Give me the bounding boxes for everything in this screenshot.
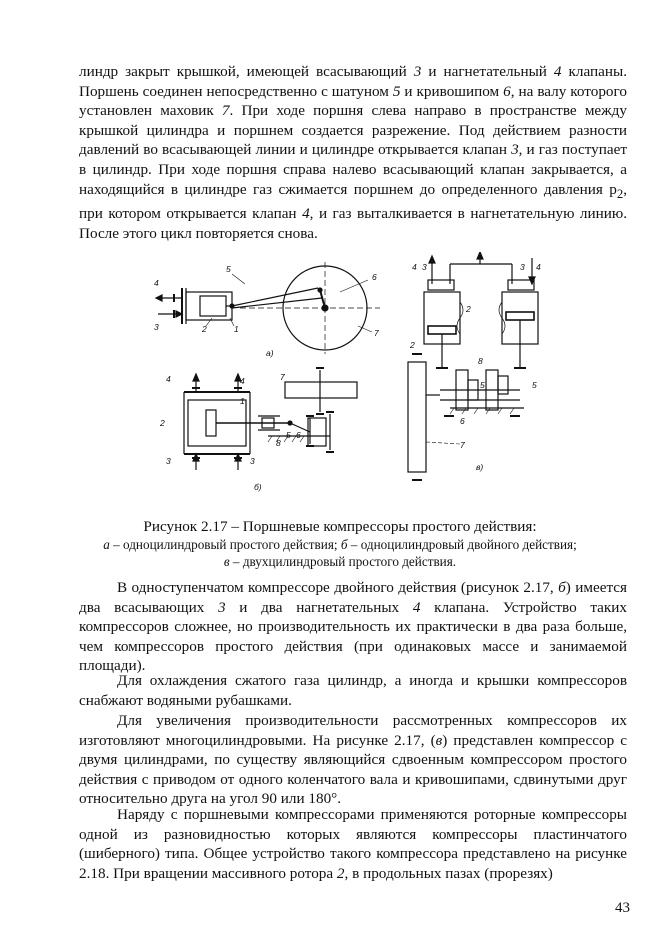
label-5-a: 5	[226, 264, 231, 274]
label-2-c: 2	[410, 340, 415, 350]
label-3-c2: 3	[520, 262, 525, 272]
label-2-a: 2	[202, 324, 207, 334]
page-number: 43	[615, 900, 630, 916]
label-4-a: 4	[154, 278, 159, 288]
diagram-b	[184, 368, 357, 470]
label-3-b2: 3	[250, 456, 255, 466]
label-c: в)	[476, 462, 484, 472]
label-6-a: 6	[372, 272, 377, 282]
figure-caption-title: Рисунок 2.17 – Поршневые компрессоры простого действия:	[143, 518, 537, 535]
label-4-c2: 4	[536, 262, 541, 272]
paragraph-4: Для увеличения производительности рассмотренных компрессоров их изготовляют многоцилиндровыми. На рисунке 2.17, (в) представлен компрессор с двумя цилиндрами, по существу являющийся сдвоенным компрессором простого действия с приводом от одного коленчатого вала и кривошипами, сдвинутыми друг относительно друга на угол 90 или 180°.	[79, 712, 627, 808]
label-1-a: 1	[234, 324, 239, 334]
label-2-c2: 2	[466, 304, 471, 314]
paragraph-2: В одноступенчатом компрессоре двойного действия (рисунок 2.17, б) имеется два всасывающих 3 и два нагнетательных 4 клапана. Устройство таких компрессоров сложнее, но производительность их практически в два раза больше, чем компрессоров простого действия (при одинаковых массе и занимаемой площади).	[79, 579, 628, 675]
label-4-c: 4	[412, 262, 417, 272]
label-5-b: 5	[286, 430, 291, 440]
label-8-c: 8	[478, 356, 483, 366]
paragraph-3: Для охлаждения сжатого газа цилиндр, а иногда и крышки компрессоров снабжают водяными рубашками.	[79, 672, 627, 709]
diagram-c	[408, 252, 538, 480]
label-7-b: 7	[280, 372, 285, 382]
label-4-b: 4	[166, 374, 171, 384]
label-7-c: 7	[460, 440, 465, 450]
label-3-c: 3	[422, 262, 427, 272]
label-1-b: 1	[240, 396, 245, 406]
label-6-c: 6	[460, 416, 465, 426]
figure-caption-line-2: в – двухцилиндровый простого действия.	[223, 554, 457, 569]
label-3-a: 3	[154, 322, 159, 332]
figure-2-17	[140, 252, 560, 510]
label-4-b2: 4	[240, 376, 245, 386]
figure-caption-line-1: а – одноцилиндровый простого действия; б – одноцилиндровый двойного действия;	[103, 537, 577, 552]
label-a: а)	[266, 348, 274, 358]
label-6-b: 6	[296, 430, 301, 440]
label-5-c: 5	[480, 380, 485, 390]
label-7-a: 7	[374, 328, 379, 338]
label-5-c2: 5	[532, 380, 537, 390]
label-b: б)	[254, 482, 262, 492]
label-3-b: 3	[166, 456, 171, 466]
paragraph-5: Наряду с поршневыми компрессорами применяются роторные компрессоры одной из разновидностью которых являются компрессоры пластинчатого (шиберного) типа. Общее устройство такого компрессора представлено на рисунке 2.18. При вращении массивного ротора 2, в продольных пазах (прорезях)	[79, 806, 627, 882]
paragraph-1: линдр закрыт крышкой, имеющей всасывающий 3 и нагнетательный 4 клапаны. Поршень соединен непосредственно с шатуном 5 и кривошипом 6, на валу которого установлен маховик 7. При ходе поршня слева направо в пространстве между крышкой цилиндра и поршнем создается разрежение. Под действием разности давлений во всасывающей линии и цилиндре открывается клапан 3, и газ поступает в цилиндр. При ходе поршня справа налево всасывающий клапан закрывается, а находящийся в цилиндре газ сжимается поршнем до определенного давления $p_2$, при котором открывается клапан 4, и газ выталкивается в нагнетательную линию. После этого цикл повторяется снова.	[79, 63, 628, 242]
label-2-b: 2	[160, 418, 165, 428]
label-8-b: 8	[276, 438, 281, 448]
diagram-a	[156, 262, 380, 354]
